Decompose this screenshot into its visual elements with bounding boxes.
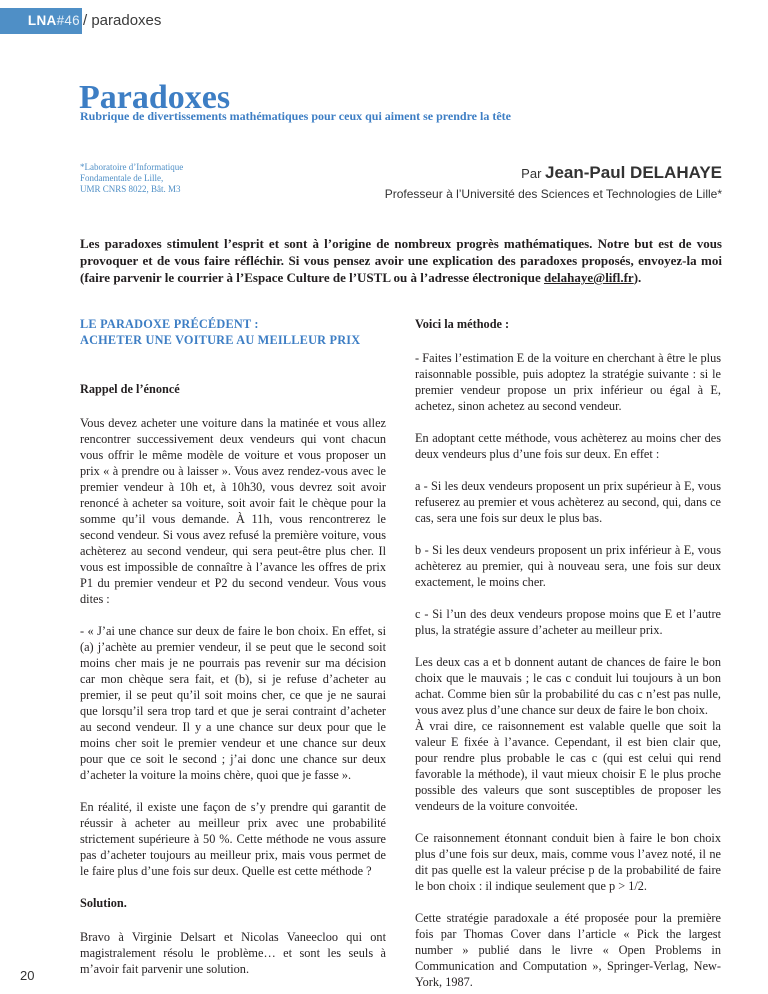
paragraph: b - Si les deux vendeurs proposent un prix inférieur à E, vous achèterez au premier, qui à nouveau sera, une fois sur deux exactement, le moins cher.: [415, 543, 721, 589]
paragraph: En réalité, il existe une façon de s’y prendre qui garantit de réussir à acheter au meilleur prix avec une probabilité strictement supérieure à 50 %. Cette méthode ne vous assure pas d’acheter toujours au meilleur prix, mais vous permet de le faire plus d’une fois sur deux. Quelle est cette méthode ?: [80, 800, 386, 878]
byline: [385, 163, 722, 201]
byline-author-line: [385, 163, 722, 183]
page-number: 20: [20, 968, 35, 983]
paragraph: c - Si l’un des deux vendeurs propose moins que E et l’autre plus, la stratégie assure d’acheter au meilleur prix.: [415, 607, 721, 637]
affiliation-line: *Laboratoire d’Informatique: [80, 162, 184, 172]
paragraph: Ce raisonnement étonnant conduit bien à faire le bon choix plus d’une fois sur deux, mais, comme vous l’avez noté, il ne dit pas quelle est la valeur précise p de la probabilité de faire le bon choix : il indique seulement que p > 1/2.: [415, 831, 721, 893]
issue-prefix: LNA: [27, 13, 57, 28]
subheading-solution: Solution.: [80, 896, 127, 910]
email-link[interactable]: delahaye@lifl.fr: [543, 270, 634, 285]
byline-prefix: Par: [521, 166, 546, 181]
section-heading-line: LE PARADOXE PRÉCÉDENT :: [80, 317, 259, 331]
paragraph: Les deux cas a et b donnent autant de chances de faire le bon choix que le mauvais ; le cas c conduit lui toujours à un bon achat. Comme bien sûr la probabilité du cas c n’est pas nulle, vous avez plus d’une chance sur deux de faire le bon choix.: [415, 655, 721, 717]
page-header: [0, 0, 768, 34]
section-heading: [80, 316, 386, 348]
paragraph: - « J’ai une chance sur deux de faire le bon choix. En effet, si (a) j’achète au premier vendeur, il se peut que le second soit moins cher mais je ne pourrais pas revenir sur ma décision car mon chèque sera fait, et (b), si je refuse d’acheter au premier, il se peut qu’il soit moins cher, ce que je ne saurai que lorsqu’il sera trop tard et que je serai contraint d’acheter au second vendeur. Il y a une chance sur deux pour que le moins cher soit le premier vendeur et une chance sur deux pour que ce soit le second ; j’ai donc une chance sur deux d’acheter la voiture la moins chère, quoi que je fasse ».: [80, 624, 386, 782]
affiliation-line: UMR CNRS 8022, Bât. M3: [80, 184, 181, 194]
paragraph: À vrai dire, ce raisonnement est valable quelle que soit la valeur E fixée à l’avance. Cependant, il est bien clair que, pour rendre plus probable le cas c (qui est celui qui rend favorable la méthode), il vaut mieux choisir E le plus proche possible des valeurs que sont susceptibles de proposer les vendeurs de la voiture convoitée.: [415, 719, 721, 813]
paragraph: a - Si les deux vendeurs proposent un prix supérieur à E, vous refuserez au premier et vous achèterez au second, qui, dans ce cas, sera une fois sur deux le plus bas.: [415, 479, 721, 525]
paragraph: Bravo à Virginie Delsart et Nicolas Vaneecloo qui ont magistralement résolu le problème… et sont les seuls à m’avoir fait parvenir une solution.: [80, 930, 386, 976]
intro-end: ).: [633, 270, 642, 285]
right-column: [415, 316, 721, 990]
subheading-methode: Voici la méthode :: [415, 317, 510, 331]
issue-tag: [0, 8, 82, 34]
section-name: / paradoxes: [83, 12, 162, 29]
article-subtitle: Rubrique de divertissements mathématiques pour ceux qui aiment se prendre la tête: [80, 109, 511, 123]
intro-text: Les paradoxes stimulent l’esprit et sont à l’origine de nombreux progrès mathématiques. Notre but est de vous provoquer et de vous faire réfléchir. Si vous pensez avoir une explication des paradoxes proposés, envoyez-la moi (faire parvenir le courrier à l’Espace Culture de l’USTL ou à l’adresse électronique: [80, 236, 722, 285]
issue-number: #46: [56, 13, 80, 28]
section-heading-line: ACHETER UNE VOITURE AU MEILLEUR PRIX: [80, 333, 361, 347]
author-name: Jean-Paul DELAHAYE: [545, 163, 722, 182]
paragraph: - Faites l’estimation E de la voiture en cherchant à être le plus raisonnable possible, puis adoptez la stratégie suivante : si le premier vendeur propose un prix inférieur ou égal à E, achetez, sinon achetez au second vendeur.: [415, 351, 721, 413]
intro-paragraph: [80, 235, 722, 286]
paragraph: Cette stratégie paradoxale a été proposée pour la première fois par Thomas Cover dans l’article « Pick the largest number » publié dans le livre « Open Problems in Communication and Computation », Springer-Verlag, New-York, 1987.: [415, 911, 721, 989]
article-title: Paradoxes: [79, 79, 231, 116]
left-column: [80, 316, 386, 977]
author-title: Professeur à l’Université des Sciences et Technologies de Lille*: [384, 187, 722, 201]
subheading-rappel: Rappel de l’énoncé: [80, 382, 180, 396]
author-affiliation: [80, 162, 280, 195]
affiliation-line: Fondamentale de Lille,: [80, 173, 164, 183]
paragraph: En adoptant cette méthode, vous achèterez au moins cher des deux vendeurs plus d’une fois sur deux. En effet :: [415, 431, 721, 461]
paragraph: Vous devez acheter une voiture dans la matinée et vous allez rencontrer successivement deux vendeurs qui vont chacun vous offrir le même modèle de voiture et vous proposer un prix « à prendre ou à laisser ». Vous avez rendez-vous avec le premier vendeur à 10h et, à 10h30, vous devrez soit avoir renoncé à acheter sa voiture, soit avoir fait le chèque pour la somme qu’il vous demande. À 11h, vous rencontrerez le second vendeur. Si vous avez refusé la première voiture, vous achèterez au second vendeur, qui sera peut-être plus cher. Il vous est impossible de connaître à l’avance les offres de prix P1 du premier vendeur et P2 du second vendeur. Vous vous dites :: [80, 416, 386, 606]
